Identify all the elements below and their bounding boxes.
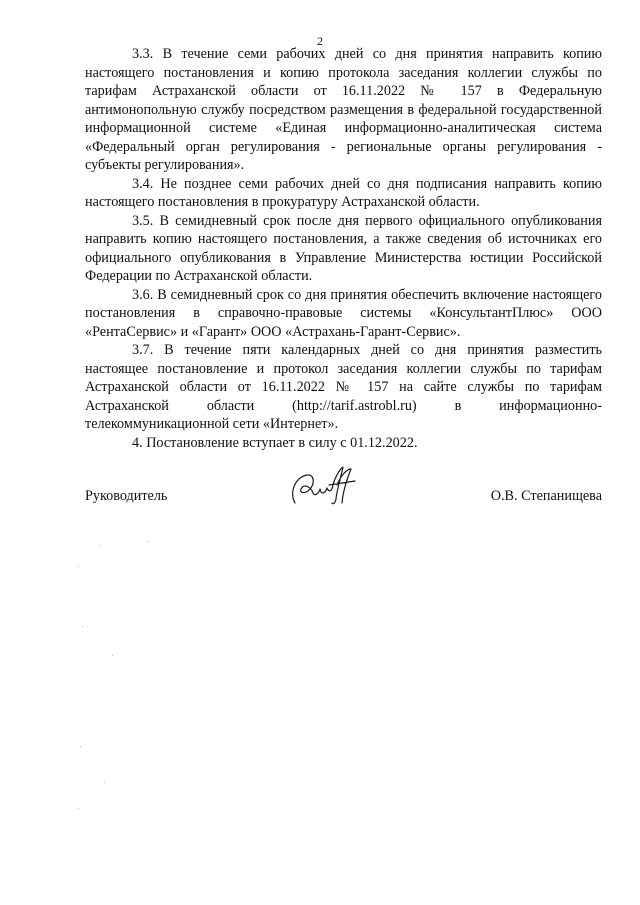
scan-speck	[78, 566, 79, 567]
handwritten-signature	[285, 463, 367, 513]
signature-block	[85, 483, 602, 513]
scan-speck	[80, 746, 81, 747]
paragraph-3-3: 3.3. В течение семи рабочих дней со дня принятия направить копию настоящего постановления и копию протокола заседания коллегии службы по тарифам Астраханской области от 16.11.2022 № 157 в Федеральную антимонопольную службу посредством размещения в федеральной государственной информационной системе «Единая информационно-аналитическая система «Федеральный орган регулирования - региональные органы регулирования - субъекты регулирования».	[85, 46, 602, 173]
scan-speck	[112, 655, 113, 656]
scan-speck	[78, 808, 79, 809]
page-number: 2	[317, 34, 323, 48]
signatory-name: О.В. Степанищева	[490, 488, 602, 504]
paragraph-3-4: 3.4. Не позднее семи рабочих дней со дня подписания направить копию настоящего постановления в прокуратуру Астраханской области.	[85, 175, 602, 210]
paragraph-3-7: 3.7. В течение пяти календарных дней со дня принятия разместить настоящее постановление и протокол заседания коллегии службы по тарифам Астраханской области от 16.11.2022 № 157 на сайте службы по тарифам Астраханской области (http://tarif.astrobl.ru) в информационно-телекоммуникационной сети «Интернет».	[85, 342, 602, 432]
signatory-position: Руководитель	[85, 488, 168, 504]
paragraph-3-5: 3.5. В семидневный срок после дня первого официального опубликования направить копию настоящего постановления, а также сведения об источниках его официального опубликования в Управление Министерства юстиции Российской Федерации по Астраханской области.	[85, 212, 602, 284]
scan-speck	[104, 782, 105, 783]
paragraph-3-6: 3.6. В семидневный срок со дня принятия обеспечить включение настоящего постановления в справочно-правовые системы «КонсультантПлюс» ООО «РентаСервис» и «Гарант» ООО «Астрахань-Гарант-Сервис».	[85, 286, 602, 340]
document-body	[85, 45, 602, 452]
paragraph-4: 4. Постановление вступает в силу с 01.12.2022.	[132, 434, 418, 451]
scan-speck	[82, 626, 83, 627]
scan-speck	[148, 541, 149, 542]
scan-speck	[100, 545, 101, 546]
